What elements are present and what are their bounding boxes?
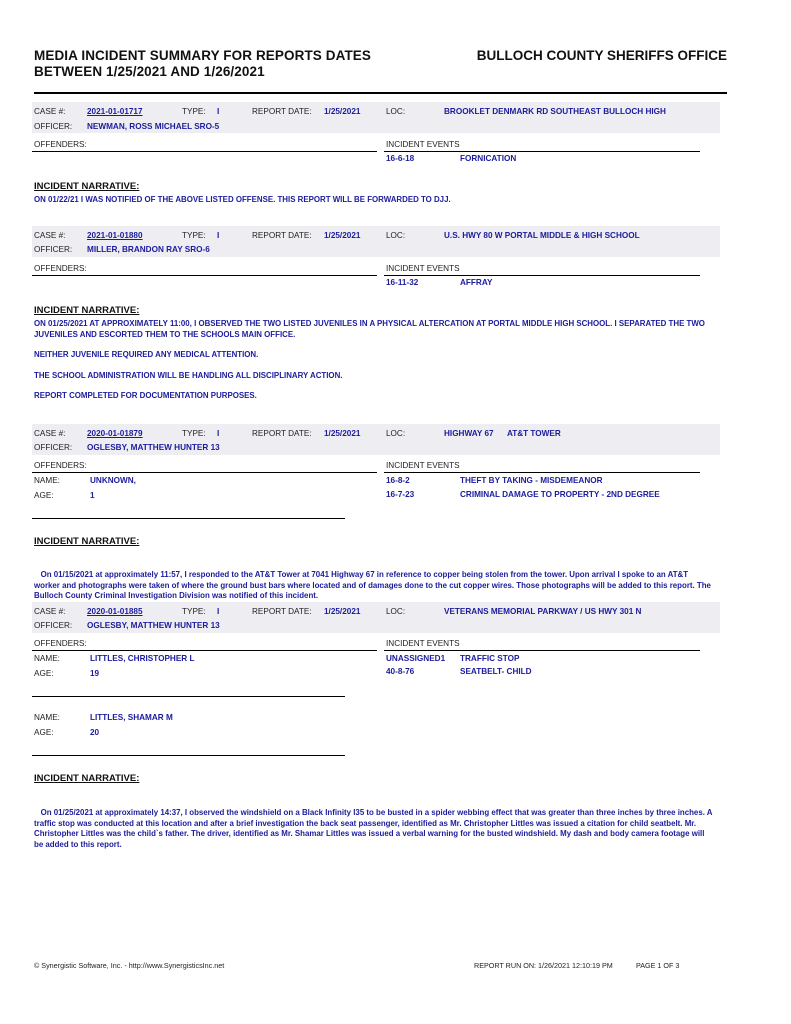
- narrative-paragraph: THE SCHOOL ADMINISTRATION WILL BE HANDLING ALL DISCIPLINARY ACTION.: [34, 370, 343, 380]
- report-date: 1/25/2021: [324, 429, 361, 438]
- report-date: 1/25/2021: [324, 231, 361, 240]
- case-number-link[interactable]: 2020-01-01879: [87, 429, 143, 438]
- location: VETERANS MEMORIAL PARKWAY / US HWY 301 N: [444, 607, 642, 616]
- event-code: 16-6-18: [386, 154, 415, 163]
- offenders-label: OFFENDERS:: [34, 264, 87, 273]
- footer-run-timestamp: REPORT RUN ON: 1/26/2021 12:10:19 PM: [474, 961, 613, 970]
- report-date-label: REPORT DATE:: [252, 107, 312, 116]
- offenders-rule: [32, 151, 377, 152]
- event-description: FORNICATION: [460, 154, 517, 163]
- report-title-line1: MEDIA INCIDENT SUMMARY FOR REPORTS DATES: [34, 48, 372, 63]
- loc-label: LOC:: [386, 107, 406, 116]
- offenders-label: OFFENDERS:: [34, 140, 87, 149]
- offender-age: 20: [90, 728, 100, 737]
- report-date-label: REPORT DATE:: [252, 231, 312, 240]
- case-type: I: [217, 107, 220, 116]
- narrative-paragraph: On 01/15/2021 at approximately 11:57, I responded to the AT&T Tower at 7041 Highway 67 in reference to copper being stolen from the tower. Upon arrival I spoke to an AT&T worker and photographs were taken of where the ground bust bars where located and of damages done to the cut copper wires. Those photographs will be added to this report. The Bulloch County Criminal Investigation Division was notified of this incident.: [34, 570, 714, 601]
- narrative-paragraph: ON 01/22/21 I WAS NOTIFIED OF THE ABOVE LISTED OFFENSE. THIS REPORT WILL BE FORWARDED TO DJJ.: [34, 195, 451, 204]
- event-description: AFFRAY: [460, 278, 493, 287]
- officer-label: OFFICER:: [34, 122, 73, 131]
- incident-events-label: INCIDENT EVENTS: [386, 140, 460, 149]
- incident-events-label: INCIDENT EVENTS: [386, 639, 460, 648]
- case-type: I: [217, 429, 220, 438]
- report-date-label: REPORT DATE:: [252, 429, 312, 438]
- offenders-label: OFFENDERS:: [34, 639, 87, 648]
- officer-name: OGLESBY, MATTHEW HUNTER 13: [87, 621, 220, 630]
- case-number-link[interactable]: 2021-01-01717: [87, 107, 143, 116]
- offender-name: UNKNOWN,: [90, 476, 136, 485]
- offender-age: 19: [90, 669, 100, 678]
- event-description: CRIMINAL DAMAGE TO PROPERTY - 2ND DEGREE: [460, 490, 660, 499]
- age-label: AGE:: [34, 728, 54, 737]
- events-rule: [384, 151, 700, 152]
- officer-label: OFFICER:: [34, 245, 73, 254]
- case-label: CASE #:: [34, 231, 66, 240]
- name-label: NAME:: [34, 654, 60, 663]
- narrative-text: [34, 195, 714, 206]
- location: HIGHWAY 67 AT&T TOWER: [444, 429, 561, 438]
- narrative-paragraph: On 01/25/2021 at approximately 14:37, I observed the windshield on a Black Infinity I35 to be busted in a spider webbing effect that was greater than three inches by three inches. A traffic stop was conducted at this location and after a brief investigation the back seat passenger, identified as Mr. Christopher Littles was issued a citation for child seatbelt. Mr. Christopher Littles was the child`s father. The driver, identified as Mr. Shamar Littles was issued a verbal warning for the busted windshield. My dash and body camera footage will be added to this report.: [34, 808, 715, 849]
- officer-label: OFFICER:: [34, 621, 73, 630]
- age-label: AGE:: [34, 491, 54, 500]
- incident-events-label: INCIDENT EVENTS: [386, 264, 460, 273]
- events-rule: [384, 650, 700, 651]
- offender-age: 1: [90, 491, 95, 500]
- event-description: THEFT BY TAKING - MISDEMEANOR: [460, 476, 603, 485]
- loc-label: LOC:: [386, 607, 406, 616]
- type-label: TYPE:: [182, 107, 206, 116]
- officer-name: MILLER, BRANDON RAY SRO-6: [87, 245, 210, 254]
- report-title-line2: BETWEEN 1/25/2021 AND 1/26/2021: [34, 64, 265, 79]
- narrative-heading: INCIDENT NARRATIVE:: [34, 773, 140, 784]
- offenders-rule: [32, 275, 377, 276]
- events-rule: [384, 472, 700, 473]
- header-divider: [34, 92, 727, 94]
- report-title: [34, 48, 371, 80]
- offender-divider: [32, 518, 345, 519]
- officer-name: OGLESBY, MATTHEW HUNTER 13: [87, 443, 220, 452]
- narrative-paragraph: NEITHER JUVENILE REQUIRED ANY MEDICAL ATTENTION.: [34, 350, 259, 360]
- report-date-label: REPORT DATE:: [252, 607, 312, 616]
- event-code: 16-8-2: [386, 476, 410, 485]
- offender-divider: [32, 755, 345, 756]
- offenders-rule: [32, 650, 377, 651]
- narrative-paragraph: ON 01/25/2021 AT APPROXIMATELY 11:00, I OBSERVED THE TWO LISTED JUVENILES IN A PHYSICAL ALTERCATION AT PORTAL MIDDLE HIGH SCHOOL. I SEPARATED THE TWO JUVENILES AND ESCORTED THEM TO THE SCHOOLS MAIN OFFICE.: [34, 319, 705, 339]
- event-code: 16-11-32: [386, 278, 419, 287]
- case-number-link[interactable]: 2020-01-01885: [87, 607, 143, 616]
- event-code: UNASSIGNED1: [386, 654, 446, 663]
- case-type: I: [217, 231, 220, 240]
- narrative-heading: INCIDENT NARRATIVE:: [34, 536, 140, 547]
- narrative-heading: INCIDENT NARRATIVE:: [34, 305, 140, 316]
- offender-divider: [32, 696, 345, 697]
- type-label: TYPE:: [182, 231, 206, 240]
- offender-name: LITTLES, SHAMAR M: [90, 713, 173, 722]
- type-label: TYPE:: [182, 429, 206, 438]
- event-code: 16-7-23: [386, 490, 415, 499]
- name-label: NAME:: [34, 713, 60, 722]
- event-description: TRAFFIC STOP: [460, 654, 520, 663]
- event-description: SEATBELT- CHILD: [460, 667, 532, 676]
- officer-label: OFFICER:: [34, 443, 73, 452]
- footer-copyright: © Synergistic Software, Inc. - http://www.SynergisticsInc.net: [34, 961, 225, 970]
- narrative-heading: INCIDENT NARRATIVE:: [34, 181, 140, 192]
- case-label: CASE #:: [34, 429, 66, 438]
- agency-name: BULLOCH COUNTY SHERIFFS OFFICE: [476, 48, 727, 63]
- report-date: 1/25/2021: [324, 107, 361, 116]
- type-label: TYPE:: [182, 607, 206, 616]
- narrative-text: [34, 319, 714, 402]
- footer-page-number: PAGE 1 OF 3: [636, 961, 680, 970]
- case-number-link[interactable]: 2021-01-01880: [87, 231, 143, 240]
- loc-label: LOC:: [386, 231, 406, 240]
- name-label: NAME:: [34, 476, 60, 485]
- incident-events-label: INCIDENT EVENTS: [386, 461, 460, 470]
- events-rule: [384, 275, 700, 276]
- location: U.S. HWY 80 W PORTAL MIDDLE & HIGH SCHOOL: [444, 231, 640, 240]
- report-date: 1/25/2021: [324, 607, 361, 616]
- narrative-paragraph: REPORT COMPLETED FOR DOCUMENTATION PURPOSES.: [34, 391, 257, 401]
- loc-label: LOC:: [386, 429, 406, 438]
- offender-name: LITTLES, CHRISTOPHER L: [90, 654, 195, 663]
- offenders-rule: [32, 472, 377, 473]
- location: BROOKLET DENMARK RD SOUTHEAST BULLOCH HIGH: [444, 107, 666, 116]
- officer-name: NEWMAN, ROSS MICHAEL SRO-5: [87, 122, 220, 131]
- case-type: I: [217, 607, 220, 616]
- case-label: CASE #:: [34, 107, 66, 116]
- event-code: 40-8-76: [386, 667, 415, 676]
- narrative-text: [34, 787, 714, 872]
- age-label: AGE:: [34, 669, 54, 678]
- case-label: CASE #:: [34, 607, 66, 616]
- offenders-label: OFFENDERS:: [34, 461, 87, 470]
